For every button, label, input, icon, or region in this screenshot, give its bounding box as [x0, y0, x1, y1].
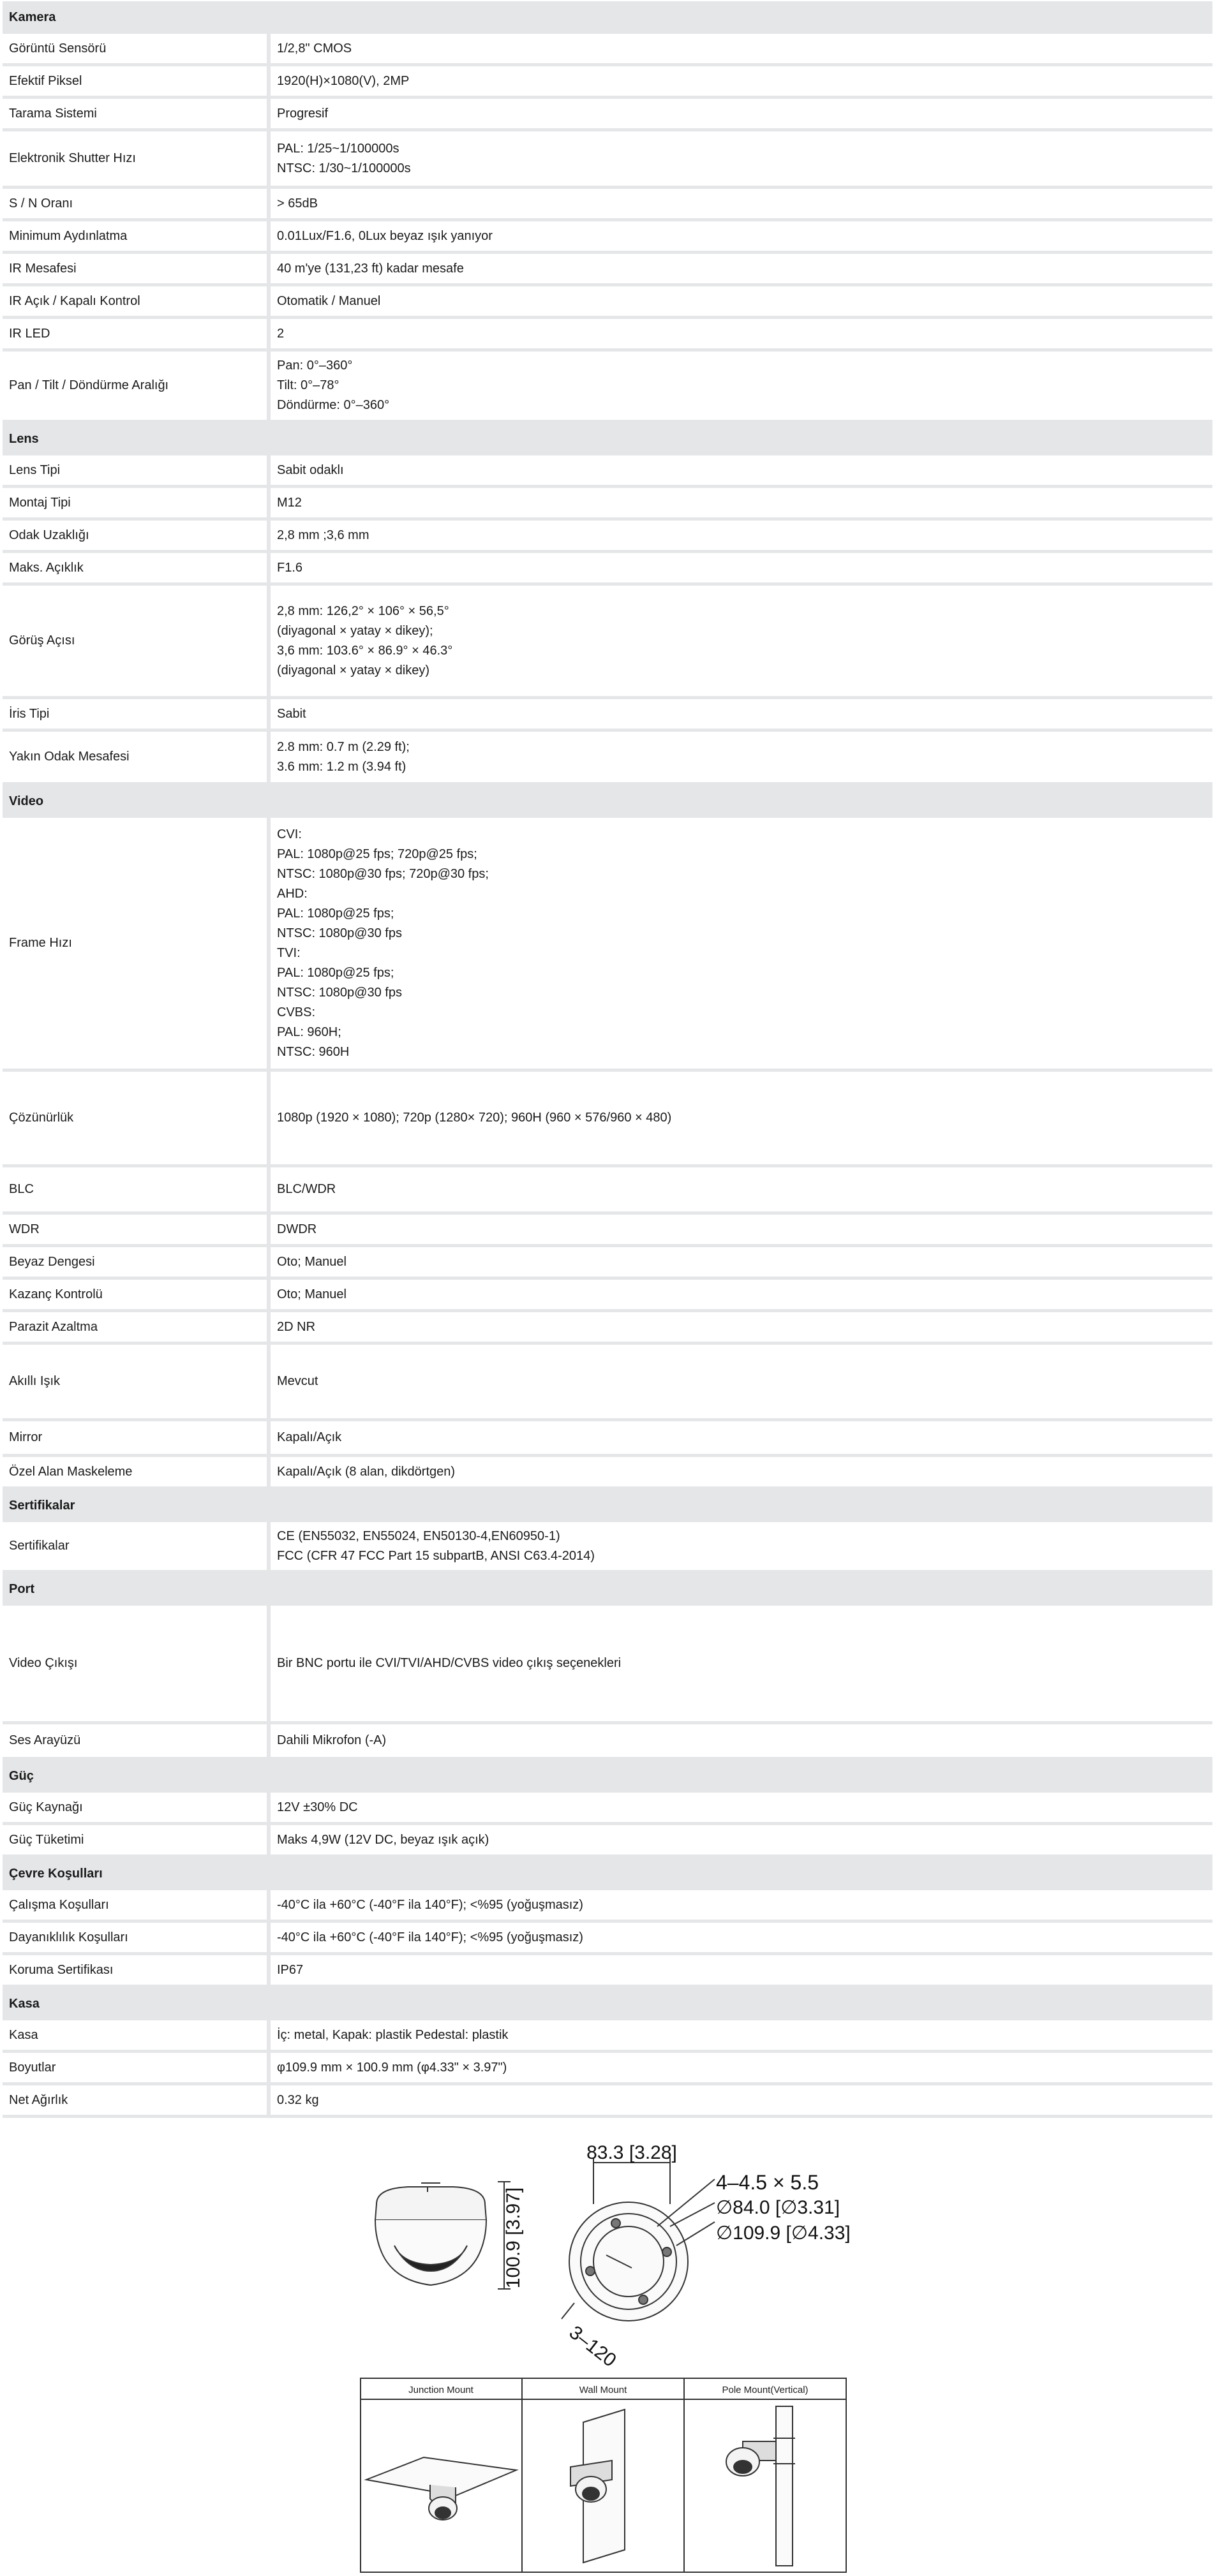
section-title: Kamera	[3, 1, 1212, 34]
spec-row	[3, 131, 1212, 189]
section-header	[3, 785, 1212, 818]
spec-row	[3, 189, 1212, 221]
spec-label: Lens Tipi	[3, 455, 271, 488]
section-title: Sertifikalar	[3, 1490, 1212, 1522]
spec-value: 2	[271, 319, 1212, 352]
spec-row	[3, 1421, 1212, 1457]
spec-value: φ109.9 mm × 100.9 mm (φ4.33" × 3.97")	[271, 2053, 1212, 2085]
spec-value: 2D NR	[271, 1312, 1212, 1345]
spec-row	[3, 2085, 1212, 2118]
spec-row	[3, 286, 1212, 319]
spec-row	[3, 1215, 1212, 1247]
spec-value: 1/2,8" CMOS	[271, 34, 1212, 66]
spec-value: İç: metal, Kapak: plastik Pedestal: plastik	[271, 2020, 1212, 2053]
spec-value: Sabit	[271, 699, 1212, 732]
section-header	[3, 1490, 1212, 1522]
spec-row	[3, 99, 1212, 131]
height-dimension: 100.9 [3.97]	[503, 2187, 524, 2289]
spec-value: IP67	[271, 1955, 1212, 1988]
section-title: Çevre Koşulları	[3, 1858, 1212, 1890]
spec-label: Dayanıklılık Koşulları	[3, 1923, 271, 1955]
spec-row	[3, 66, 1212, 99]
spec-label: S / N Oranı	[3, 189, 271, 221]
spec-value: 1920(H)×1080(V), 2MP	[271, 66, 1212, 99]
spec-row	[3, 699, 1212, 732]
spec-label: Yakın Odak Mesafesi	[3, 732, 271, 785]
spec-row	[3, 221, 1212, 254]
spec-label: Sertifikalar	[3, 1522, 271, 1573]
spec-value: Maks 4,9W (12V DC, beyaz ışık açık)	[271, 1825, 1212, 1858]
spec-row	[3, 2053, 1212, 2085]
spec-label: Kasa	[3, 2020, 271, 2053]
spec-label: Frame Hızı	[3, 818, 271, 1072]
section-header	[3, 1988, 1212, 2020]
screw-dimension: 3–120	[565, 2321, 620, 2371]
spec-value: 12V ±30% DC	[271, 1793, 1212, 1825]
spec-row	[3, 818, 1212, 1072]
spec-row	[3, 455, 1212, 488]
spec-value: -40°C ila +60°C (-40°F ila 140°F); <%95 (yoğuşmasız)	[271, 1923, 1212, 1955]
spec-row	[3, 1724, 1212, 1760]
spec-label: Video Çıkışı	[3, 1606, 271, 1724]
spec-label: Koruma Sertifikası	[3, 1955, 271, 1988]
spec-row	[3, 1280, 1212, 1312]
mount-label: Pole Mount(Vertical)	[722, 2385, 809, 2395]
spec-label: IR LED	[3, 319, 271, 352]
spec-value: -40°C ila +60°C (-40°F ila 140°F); <%95 (yoğuşmasız)	[271, 1890, 1212, 1923]
holes-dimension: 4–4.5 × 5.5	[716, 2171, 819, 2194]
spec-label: Çalışma Koşulları	[3, 1890, 271, 1923]
spec-value: Sabit odaklı	[271, 455, 1212, 488]
width-dimension: 83.3 [3.28]	[586, 2143, 677, 2163]
spec-value: 40 m'ye (131,23 ft) kadar mesafe	[271, 254, 1212, 286]
spec-label: Güç Tüketimi	[3, 1825, 271, 1858]
spec-table	[3, 1, 1212, 2118]
spec-label: Akıllı Işık	[3, 1345, 271, 1421]
spec-value: CE (EN55032, EN55024, EN50130-4,EN60950-1) FCC (CFR 47 FCC Part 15 subpartB, ANSI C63.4-2014)	[271, 1522, 1212, 1573]
spec-row	[3, 1345, 1212, 1421]
spec-value: Otomatik / Manuel	[271, 286, 1212, 319]
spec-label: Görüş Açısı	[3, 586, 271, 699]
section-header	[3, 1858, 1212, 1890]
spec-row	[3, 1955, 1212, 1988]
spec-value: Kapalı/Açık (8 alan, dikdörtgen)	[271, 1457, 1212, 1490]
pole-mount-illustration	[726, 2406, 795, 2566]
spec-row	[3, 1923, 1212, 1955]
spec-row	[3, 1606, 1212, 1724]
spec-value: Dahili Mikrofon (-A)	[271, 1724, 1212, 1760]
mount-label: Junction Mount	[408, 2385, 473, 2395]
spec-value: M12	[271, 488, 1212, 521]
spec-value: 1080p (1920 × 1080); 720p (1280× 720); 960H (960 × 576/960 × 480)	[271, 1072, 1212, 1167]
spec-value: Bir BNC portu ile CVI/TVI/AHD/CVBS video çıkış seçenekleri	[271, 1606, 1212, 1724]
spec-value: Pan: 0°–360° Tilt: 0°–78° Döndürme: 0°–360°	[271, 352, 1212, 423]
section-title: Port	[3, 1573, 1212, 1606]
spec-row	[3, 1825, 1212, 1858]
spec-label: Pan / Tilt / Döndürme Aralığı	[3, 352, 271, 423]
spec-value: Progresif	[271, 99, 1212, 131]
spec-value: BLC/WDR	[271, 1167, 1212, 1215]
spec-row	[3, 1522, 1212, 1573]
spec-value: CVI: PAL: 1080p@25 fps; 720p@25 fps; NTSC: 1080p@30 fps; 720p@30 fps; AHD: PAL: 1080p@25 fps; NTSC: 1080p@30 fps TVI: PAL: 1080p@25 fps; NTSC: 1080p@30 fps CVBS: PAL: 960H; NTSC: 960H	[271, 818, 1212, 1072]
spec-label: Boyutlar	[3, 2053, 271, 2085]
section-header	[3, 1573, 1212, 1606]
spec-row	[3, 34, 1212, 66]
section-title: Kasa	[3, 1988, 1212, 2020]
spec-value: 0.01Lux/F1.6, 0Lux beyaz ışık yanıyor	[271, 221, 1212, 254]
spec-label: Net Ağırlık	[3, 2085, 271, 2118]
spec-label: BLC	[3, 1167, 271, 1215]
spec-row	[3, 1793, 1212, 1825]
spec-label: Parazit Azaltma	[3, 1312, 271, 1345]
junction-mount-illustration	[366, 2457, 516, 2520]
spec-label: Maks. Açıklık	[3, 553, 271, 586]
spec-value: PAL: 1/25~1/100000s NTSC: 1/30~1/100000s	[271, 131, 1212, 189]
wall-mount-illustration	[570, 2409, 625, 2563]
spec-row	[3, 1247, 1212, 1280]
mount-label: Wall Mount	[579, 2385, 627, 2395]
spec-label: İris Tipi	[3, 699, 271, 732]
spec-row	[3, 521, 1212, 553]
spec-value: F1.6	[271, 553, 1212, 586]
spec-value: Mevcut	[271, 1345, 1212, 1421]
spec-label: Efektif Piksel	[3, 66, 271, 99]
camera-side-view	[375, 2182, 511, 2289]
spec-value: > 65dB	[271, 189, 1212, 221]
spec-row	[3, 586, 1212, 699]
spec-row	[3, 1312, 1212, 1345]
spec-label: Kazanç Kontrolü	[3, 1280, 271, 1312]
section-header	[3, 1760, 1212, 1793]
section-header	[3, 1, 1212, 34]
spec-label: Ses Arayüzü	[3, 1724, 271, 1760]
spec-label: IR Mesafesi	[3, 254, 271, 286]
spec-label: Çözünürlük	[3, 1072, 271, 1167]
spec-row	[3, 352, 1212, 423]
spec-row	[3, 1167, 1212, 1215]
camera-top-view	[562, 2158, 715, 2321]
inner-diameter-dimension: ∅84.0 [∅3.31]	[716, 2197, 840, 2218]
spec-label: Montaj Tipi	[3, 488, 271, 521]
spec-row	[3, 1890, 1212, 1923]
spec-row	[3, 488, 1212, 521]
spec-row	[3, 732, 1212, 785]
spec-value: 2,8 mm ;3,6 mm	[271, 521, 1212, 553]
spec-row	[3, 2020, 1212, 2053]
spec-label: Minimum Aydınlatma	[3, 221, 271, 254]
spec-value: DWDR	[271, 1215, 1212, 1247]
spec-label: WDR	[3, 1215, 271, 1247]
outer-diameter-dimension: ∅109.9 [∅4.33]	[716, 2223, 851, 2244]
spec-value: Oto; Manuel	[271, 1247, 1212, 1280]
section-header	[3, 423, 1212, 455]
spec-label: Beyaz Dengesi	[3, 1247, 271, 1280]
spec-row	[3, 1072, 1212, 1167]
spec-value: 0.32 kg	[271, 2085, 1212, 2118]
section-title: Lens	[3, 423, 1212, 455]
spec-value: Oto; Manuel	[271, 1280, 1212, 1312]
spec-label: Özel Alan Maskeleme	[3, 1457, 271, 1490]
spec-row	[3, 553, 1212, 586]
mount-table	[360, 2378, 847, 2576]
spec-label: Güç Kaynağı	[3, 1793, 271, 1825]
spec-label: Odak Uzaklığı	[3, 521, 271, 553]
spec-label: Tarama Sistemi	[3, 99, 271, 131]
spec-label: Mirror	[3, 1421, 271, 1457]
section-title: Güç	[3, 1760, 1212, 1793]
section-title: Video	[3, 785, 1212, 818]
spec-row	[3, 254, 1212, 286]
spec-row	[3, 1457, 1212, 1490]
spec-label: Görüntü Sensörü	[3, 34, 271, 66]
spec-value: 2.8 mm: 0.7 m (2.29 ft); 3.6 mm: 1.2 m (3.94 ft)	[271, 732, 1212, 785]
spec-value: Kapalı/Açık	[271, 1421, 1212, 1457]
spec-row	[3, 319, 1212, 352]
spec-label: Elektronik Shutter Hızı	[3, 131, 271, 189]
spec-label: IR Açık / Kapalı Kontrol	[3, 286, 271, 319]
spec-value: 2,8 mm: 126,2° × 106° × 56,5° (diyagonal × yatay × dikey); 3,6 mm: 103.6° × 86.9° × 46.3° (diyagonal × yatay × dikey)	[271, 586, 1212, 699]
